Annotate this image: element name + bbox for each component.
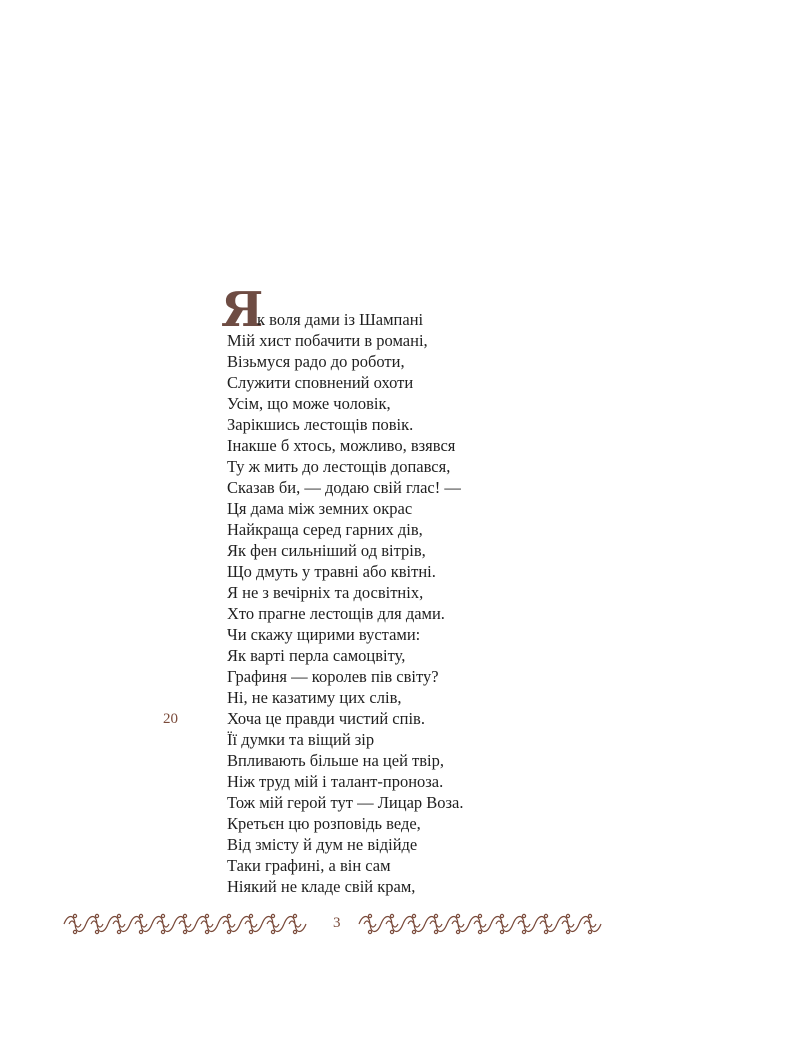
poem-line: Її думки та віщий зір [227,730,375,749]
poem-line: Ту ж мить до лестощів допався, [227,457,451,476]
line-number: 20 [163,711,178,727]
poem-line: Служити сповнений охоти [227,373,414,392]
poem-line: Інакше б хтось, можливо, взявся [227,436,456,455]
poem-line: Ця дама між земних окрас [227,499,413,518]
poem-line: Як фен сильніший од вітрів, [227,541,426,560]
poem-line: Мій хист побачити в романі, [227,331,428,350]
poem-line: Що дмуть у травні або квітні. [227,562,436,581]
poem-line: Візьмуся радо до роботи, [227,352,405,371]
page-number: 3 [333,915,341,931]
poem [221,282,527,897]
poem-line: Як варті перла самоцвіту, [227,646,406,665]
poem-line: Сказав би, — додаю свій глас! — [227,478,461,497]
poem-line: Кретьєн цю розповідь веде, [227,814,421,833]
ornament-right-icon [355,910,620,938]
first-line [221,282,527,338]
poem-line: Ніж труд мій і талант-проноза. [227,772,444,791]
poem-line: Хто прагне лестощів для дами. [227,604,445,623]
poem-line: Таки графині, а він сам [227,856,391,875]
poem-line: Ні, не казатиму цих слів, [227,688,402,707]
poem-line: Тож мій герой тут — Лицар Воза. [227,793,464,812]
poem-line: Від змісту й дум не відійде [227,835,418,854]
poem-line: Я не з вечірніх та досвітніх, [227,583,424,602]
page-footer [60,910,620,938]
poem-line: Впливають більше на цей твір, [227,751,445,770]
poem-line: Хоча це правди чистий спів. [227,709,425,728]
poem-line: Ніякий не кладе свій крам, [227,877,416,896]
poem-line: к воля дами із Шампані [257,310,424,329]
poem-line: Найкраща серед гарних дів, [227,520,423,539]
poem-line: Чи скажу щирими вустами: [227,625,421,644]
poem-line: Зарікшись лестощів повік. [227,415,414,434]
drop-cap: Я [221,282,264,338]
poem-line: Усім, що може чоловік, [227,394,391,413]
poem-lines [227,330,527,897]
poem-line: Графиня — королев пів світу? [227,667,439,686]
ornament-left-icon [60,910,325,938]
